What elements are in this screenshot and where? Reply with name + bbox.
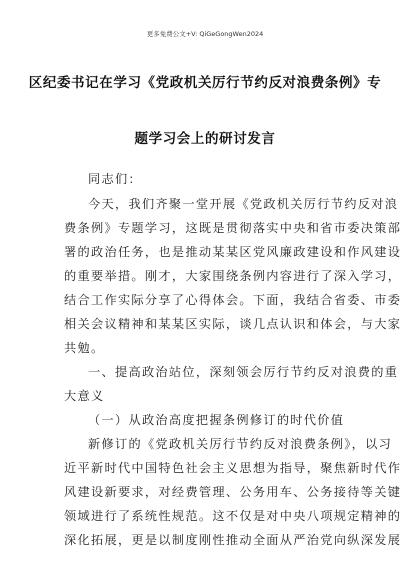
body-line: 结合工作实际分享了心得体会。下面，我结合省委、市委 [64,293,402,307]
body-line: 相关会议精神和某某区实际，谈几点认识和体会，与大家 [64,317,402,331]
body-line: 署的政治任务，也是推动某某区党风廉政建设和作风建设 [64,245,402,259]
subsection-heading: （一）从政治高度把握条例修订的时代价值 [88,413,345,427]
body-line: 领域进行了系统性规范。这不仅是对中央八项规定精神的 [64,509,402,523]
body-line: 的重要举措。刚才，大家围绕条例内容进行了深入学习， [64,269,402,283]
body-line: 深化拓展，更是以制度刚性推动全面从严治党向纵深发展 [64,533,402,547]
body-line: 共勉。 [64,341,105,355]
body-line: 新修订的《党政机关厉行节约反对浪费条例》，以习 [88,437,393,451]
document-title-line-2: 题学习会上的研讨发言 [134,131,276,147]
document-title-line-1: 区纪委书记在学习《党政机关厉行节约反对浪费条例》专 [28,75,382,91]
section-heading-line: 大意义 [64,389,105,403]
body-line: 费条例》专题学习，这既是贯彻落实中央和省市委决策部 [64,221,402,235]
body-line: 近平新时代中国特色社会主义思想为指导，聚焦新时代作 [64,461,402,475]
header-note: 更多免费公文+V: QiGeGongWen2024 [146,30,264,38]
salutation: 同志们： [88,172,142,186]
body-line: 风建设新要求，对经费管理、公务用车、公务接待等关键 [64,485,402,499]
section-heading-line: 一、提高政治站位，深刻领会厉行节约反对浪费的重 [88,365,399,379]
body-line: 今天，我们齐聚一堂开展《党政机关厉行节约反对浪 [88,197,399,211]
